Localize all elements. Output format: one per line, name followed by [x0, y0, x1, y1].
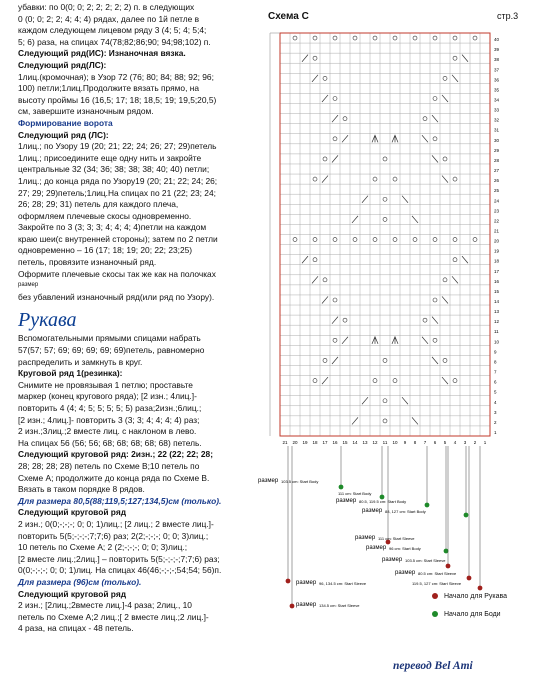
size-marker-dot	[446, 564, 451, 569]
row-number: 10	[494, 339, 500, 345]
row-number: 9	[494, 349, 497, 355]
row-number: 40	[494, 37, 500, 43]
column-number: 17	[322, 440, 328, 445]
yarn-over-icon	[473, 36, 477, 40]
yarn-over-icon	[423, 117, 427, 121]
size-label-value: 103.5 cm: Start Body	[281, 479, 319, 484]
size-label-value: 111 cm: Start Body	[338, 491, 372, 496]
size-marker-dot	[464, 513, 469, 518]
column-number: 1	[483, 440, 487, 445]
yarn-over-icon	[383, 217, 387, 221]
yarn-over-icon	[353, 36, 357, 40]
ssk-icon	[442, 176, 448, 183]
ssk-icon	[452, 75, 458, 82]
k2tog-icon	[312, 75, 318, 82]
size-label-value: 111 cm: Start Sleeve	[378, 536, 415, 541]
size-label-word: размер	[366, 545, 387, 551]
k2tog-icon	[332, 115, 338, 122]
column-number: 10	[392, 440, 398, 445]
column-number: 4	[453, 440, 457, 445]
k2tog-icon	[322, 296, 328, 303]
yarn-over-icon	[333, 298, 337, 302]
row-number: 35	[494, 87, 500, 93]
yarn-over-icon	[333, 96, 337, 100]
size-marker-dot	[290, 604, 295, 609]
yarn-over-icon	[383, 358, 387, 362]
yarn-over-icon	[433, 238, 437, 242]
yarn-over-icon	[453, 56, 457, 60]
row-number: 27	[494, 168, 500, 174]
row-number: 18	[494, 258, 500, 264]
yarn-over-icon	[453, 379, 457, 383]
yarn-over-icon	[313, 36, 317, 40]
row-number: 13	[494, 309, 500, 315]
yarn-over-icon	[323, 157, 327, 161]
yarn-over-icon	[343, 318, 347, 322]
yarn-over-icon	[393, 379, 397, 383]
yarn-over-icon	[433, 96, 437, 100]
column-number: 18	[312, 440, 318, 445]
section-title-sleeves: Рукава	[18, 309, 77, 332]
row-number: 12	[494, 319, 500, 325]
yarn-over-icon	[473, 238, 477, 242]
yarn-over-icon	[333, 36, 337, 40]
ssk-icon	[452, 276, 458, 283]
cdd-icon	[392, 337, 398, 344]
row-number: 19	[494, 248, 500, 254]
yarn-over-icon	[313, 177, 317, 181]
column-number: 12	[372, 440, 378, 445]
column-number: 14	[352, 440, 358, 445]
yarn-over-icon	[433, 338, 437, 342]
yarn-over-icon	[373, 36, 377, 40]
size-label-value: 96, 134.5 cm: Start Sleeve	[319, 581, 367, 586]
translator-credit: перевод Bel Ami	[393, 660, 473, 672]
size-marker-dot	[339, 485, 344, 490]
column-number: 13	[362, 440, 368, 445]
size-label-word: размер	[336, 498, 357, 504]
yarn-over-icon	[393, 36, 397, 40]
size-label-word: размер	[382, 557, 403, 563]
row-number: 2	[494, 419, 497, 425]
column-number: 21	[282, 440, 288, 445]
column-number: 7	[423, 440, 427, 445]
column-number: 8	[413, 440, 417, 445]
row-number: 29	[494, 147, 500, 153]
column-number: 15	[342, 440, 348, 445]
size-label-value: 103.5 cm: Start Sleeve	[405, 558, 446, 563]
size-marker-dot	[444, 549, 449, 554]
k2tog-icon	[322, 176, 328, 183]
row-number: 30	[494, 137, 500, 143]
k2tog-icon	[362, 397, 368, 404]
k2tog-icon	[322, 95, 328, 102]
ssk-icon	[432, 115, 438, 122]
chart-title: Схема С	[268, 11, 309, 22]
yarn-over-icon	[413, 36, 417, 40]
k2tog-icon	[332, 155, 338, 162]
yarn-over-icon	[443, 76, 447, 80]
yarn-over-icon	[323, 278, 327, 282]
size-marker-dot	[467, 576, 472, 581]
row-number: 36	[494, 77, 500, 83]
yarn-over-icon	[373, 238, 377, 242]
row-number: 20	[494, 238, 500, 244]
k2tog-icon	[322, 377, 328, 384]
row-number: 6	[494, 379, 497, 385]
yarn-over-icon	[433, 137, 437, 141]
column-number: 16	[332, 440, 338, 445]
row-number: 26	[494, 178, 500, 184]
size-label-word: размер	[258, 478, 279, 484]
k2tog-icon	[352, 216, 358, 223]
ssk-icon	[442, 296, 448, 303]
size-marker-dot	[286, 579, 291, 584]
yarn-over-icon	[453, 177, 457, 181]
k2tog-icon	[302, 55, 308, 62]
yarn-over-icon	[443, 278, 447, 282]
ssk-icon	[422, 135, 428, 142]
row-number: 4	[494, 399, 497, 405]
yarn-over-icon	[313, 379, 317, 383]
row-number: 22	[494, 218, 500, 224]
ssk-icon	[402, 397, 408, 404]
yarn-over-icon	[383, 157, 387, 161]
yarn-over-icon	[333, 137, 337, 141]
yarn-over-icon	[433, 298, 437, 302]
yarn-over-icon	[373, 379, 377, 383]
row-number: 31	[494, 127, 500, 133]
cdd-icon	[372, 135, 378, 142]
row-number: 28	[494, 157, 500, 163]
row-number: 8	[494, 359, 497, 365]
cdd-icon	[392, 135, 398, 142]
yarn-over-icon	[383, 399, 387, 403]
size-label-value: 134.5 cm: Start Sleeve	[319, 603, 360, 608]
row-number: 24	[494, 198, 500, 204]
row-number: 7	[494, 369, 497, 375]
column-number: 11	[382, 440, 388, 445]
k2tog-icon	[332, 357, 338, 364]
k2tog-icon	[342, 337, 348, 344]
row-number: 37	[494, 67, 500, 73]
legend-body: Начало для Боди	[432, 611, 501, 618]
size-label-value: 80.5 cm: Start Sleeve	[418, 571, 457, 576]
row-number: 1	[494, 429, 497, 435]
cdd-icon	[372, 337, 378, 344]
k2tog-icon	[332, 317, 338, 324]
row-number: 39	[494, 47, 500, 53]
ssk-icon	[412, 216, 418, 223]
row-number: 11	[494, 329, 499, 335]
k2tog-icon	[362, 196, 368, 203]
page-number: стр.3	[497, 11, 519, 21]
column-number: 19	[302, 440, 308, 445]
yarn-over-icon	[333, 338, 337, 342]
yarn-over-icon	[293, 238, 297, 242]
ssk-icon	[462, 256, 468, 263]
k2tog-icon	[342, 135, 348, 142]
yarn-over-icon	[443, 157, 447, 161]
yarn-over-icon	[453, 258, 457, 262]
row-number: 23	[494, 208, 500, 214]
ssk-icon	[432, 155, 438, 162]
ssk-icon	[462, 55, 468, 62]
yarn-over-icon	[393, 238, 397, 242]
column-number: 9	[403, 440, 407, 445]
row-number: 16	[494, 278, 500, 284]
row-number: 5	[494, 389, 497, 395]
column-number: 2	[473, 440, 477, 445]
row-number: 17	[494, 268, 500, 274]
instruction-text: убавки: по 0(0; 0; 2; 2; 2; 2; 2) п. в следующих 0 (0; 0; 2; 2; 4; 4; 4) рядах, далее по 1й петле в каждом следующем лицевом ряду 3 (4; 5; 4; 5;4; 5; 6) раза, на спицах 74(78;82;86;90; 94;98;102) п. Следующий ряд(ИС): Изнаночная вязка. Следующий ряд(ЛС): 1лиц.(кромочная); в Узор 72 (76; 80; 84; 88; 92; 96; 100) петли;1лиц.Продолжите вязать прямо, на высоту проймы 16 (16,5; 17; 18; 18,5; 19; 19,5;20,5) см, завершите изнаночным рядом. Формирование ворота Следующий ряд (ЛС): 1лиц.; по Узору 19 (20; 21; 22; 24; 26; 27; 29)петель 1лиц.; присоедините еще одну нить и закройте центральные 32 (34; 36; 38; 38; 38; 40; 40) петли; 1лиц.; до конца ряда по Узору19 (20; 21; 22; 24; 26; 27; 29; 29)петель;1лиц.На спицах по 21 (22; 23; 24; 26; 28; 29; 31) петель для каждого плеча, оформляем плечевые скосы одновременно. Закройте по 3 (3; 3; 3; 4; 4; 4; 4)петли на каждом краю шеи(с внутренней стороны); затем по 2 петли одновременно – 16 (17; 18; 19; 20; 22; 23;25) петель, провязите изнаночный ряд. Оформите плечевые скосы так же как на полочках размер без убавлений изнаночный ряд(или ряд по Узору). Рукава Вспомогательными прямыми спицами набрать 57(57; 57; 69; 69; 69; 69; 69)петель, равномерно распределить и замкнуть в круг. Круговой ряд 1(резинка): Снимите не провязывая 1 петлю; проставьте маркер (конец кругового ряда); [2 изн.; 4лиц.]- повторить 4 (4; 4; 5; 5; 5; 5; 5) раза;2изн.;6лиц.; [2 изн.; 4лиц.]- повторить 3 (3; 3; 4; 4; 4; 4) раз; 2 изн.;3лиц.;2 вместе лиц. с наклоном в лево. На спицах 56 (56; 56; 68; 68; 68; 68; 68) петель. Следующий круговой ряд: 2изн.; 22 (22; 22; 28; 28; 28; 28; 28) петель по Схеме В;10 петель по Схеме А; продолжите до конца ряда по Схеме В. Вязать в таком порядке 8 рядов. Для размера 80,5(88;119,5;127;134,5)см (только). Следующий круговой ряд 2 изн.; 0(0;-;-;-; 0; 0; 1)лиц.; [2 лиц.; 2 вместе лиц.]- повторить 5(5;-;-;-;7;7;6) раз; 2(2;-;-;-; 0; 0; 3)лиц.; 10 петель по Схеме А; 2 (2;-;-;-; 0; 0; 3)лиц.; [2 вместе лиц.;2лиц.] – повторить 5(5;-;-;-;7;7;6) раз; 0(0;-;-;-; 0; 0; 1)лиц. На спицах 46(46;-;-;-;54;54; 56)п. Для размера (96)см (только). Следующий круговой ряд 2 изн.; [2лиц.;2вместе лиц.]-4 раза; 2лиц., 10 петель по Схеме А;2 лиц.;[ 2 вместе лиц.;2 лиц.]- 4 раза, на спицах - 48 петель.	[18, 2, 260, 635]
body-dot-icon	[432, 611, 438, 617]
yarn-over-icon	[453, 36, 457, 40]
size-label-value: 119.5, 127 cm: Start Sleeve	[412, 581, 462, 586]
yarn-over-icon	[443, 358, 447, 362]
yarn-over-icon	[433, 36, 437, 40]
row-number: 15	[494, 288, 500, 294]
yarn-over-icon	[383, 419, 387, 423]
size-label-word: размер	[395, 570, 416, 576]
k2tog-icon	[312, 276, 318, 283]
yarn-over-icon	[323, 76, 327, 80]
k2tog-icon	[352, 417, 358, 424]
size-label-value: 88, 127 cm: Start Body	[385, 509, 426, 514]
ssk-icon	[442, 377, 448, 384]
row-number: 38	[494, 57, 500, 63]
yarn-over-icon	[313, 258, 317, 262]
size-label-word: размер	[362, 508, 383, 514]
yarn-over-icon	[353, 238, 357, 242]
size-label-word: размер	[296, 580, 317, 586]
ssk-icon	[412, 417, 418, 424]
column-number: 20	[292, 440, 298, 445]
yarn-over-icon	[323, 358, 327, 362]
column-number: 5	[443, 440, 447, 445]
size-label-word: размер	[355, 535, 376, 541]
ssk-icon	[432, 317, 438, 324]
yarn-over-icon	[393, 177, 397, 181]
yarn-over-icon	[333, 238, 337, 242]
row-number: 3	[494, 409, 497, 415]
sleeve-dot-icon	[432, 593, 438, 599]
size-label-word: размер	[296, 602, 317, 608]
ssk-icon	[422, 337, 428, 344]
row-number: 14	[494, 299, 500, 305]
yarn-over-icon	[293, 36, 297, 40]
column-number: 3	[463, 440, 467, 445]
row-number: 33	[494, 107, 500, 113]
size-marker-dot	[425, 503, 430, 508]
yarn-over-icon	[413, 238, 417, 242]
size-label-value: 80.5, 119.5 cm: Start Body	[359, 499, 407, 504]
legend-sleeve: Начало для Рукава	[432, 593, 507, 600]
yarn-over-icon	[383, 197, 387, 201]
column-number: 6	[433, 440, 437, 445]
k2tog-icon	[302, 256, 308, 263]
ssk-icon	[402, 196, 408, 203]
ssk-icon	[432, 357, 438, 364]
size-marker-dot	[478, 586, 483, 591]
row-number: 32	[494, 117, 500, 123]
yarn-over-icon	[453, 238, 457, 242]
row-number: 34	[494, 97, 500, 103]
yarn-over-icon	[313, 56, 317, 60]
yarn-over-icon	[423, 318, 427, 322]
ssk-icon	[442, 95, 448, 102]
yarn-over-icon	[343, 117, 347, 121]
yarn-over-icon	[313, 238, 317, 242]
size-label-value: 96 cm: Start Body	[389, 546, 421, 551]
yarn-over-icon	[373, 177, 377, 181]
row-number: 21	[494, 228, 500, 234]
row-number: 25	[494, 188, 500, 194]
